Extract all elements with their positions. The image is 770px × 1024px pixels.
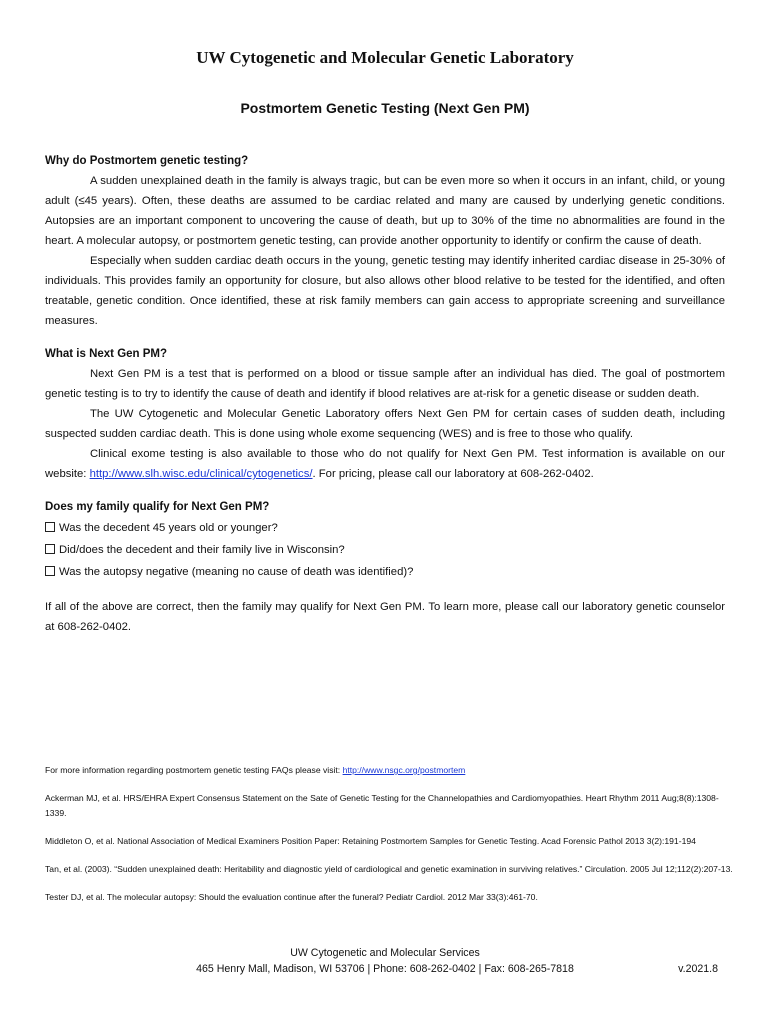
what-heading: What is Next Gen PM? xyxy=(45,348,168,360)
qualify-item-2: Did/does the decedent and their family live in Wisconsin? xyxy=(45,539,725,561)
why-paragraph-1: A sudden unexplained death in the family is always tragic, but can be even more so when it occurs in an infant, child, or young adult (≤45 years). Often, these deaths are assumed to be cardiac related and many are caused by underlying genetic conditions. Autopsies are an important component to uncovering the cause of death, but up to 30% of the time no abnormalities are found in the heart. A molecular autopsy, or postmortem genetic testing, can provide another opportunity to identify or confirm the cause of death. xyxy=(45,175,725,247)
reference-item: Tester DJ, et al. The molecular autopsy: Should the evaluation continue after the funeral? Pediatr Cardiol. 2012 Mar 33(3):461-70. xyxy=(45,892,538,902)
footer-address: 465 Henry Mall, Madison, WI 53706 | Phone: 608-262-0402 | Fax: 608-265-7818 xyxy=(196,963,574,975)
what-paragraph-2: The UW Cytogenetic and Molecular Genetic Laboratory offers Next Gen PM for certain cases of sudden death, including suspected sudden cardiac death. This is done using whole exome sequencing (WES) and is free to those who qualify. xyxy=(45,408,725,440)
checkbox[interactable] xyxy=(45,566,55,576)
qualify-item-3: Was the autopsy negative (meaning no cause of death was identified)? xyxy=(45,561,725,583)
version-label: v.2021.8 xyxy=(678,963,718,975)
nsgc-postmortem-link[interactable]: http://www.nsgc.org/postmortem xyxy=(342,765,466,775)
reference-item: Ackerman MJ, et al. HRS/EHRA Expert Consensus Statement on the Sate of Genetic Testing for the Channelopathies and Cardiomyopathies. Heart Rhythm 2011 Aug;8(8):1308-1339. xyxy=(45,793,719,818)
reference-item: Middleton O, et al. National Association of Medical Examiners Position Paper: Retaining Postmortem Samples for Genetic Testing. Acad Forensic Pathol 2013 3(2):191-194 xyxy=(45,836,696,846)
what-paragraph-1: Next Gen PM is a test that is performed on a blood or tissue sample after an individual has died. The goal of postmortem genetic testing is to try to identify the cause of death and identify if blood relatives are at-risk for a genetic disease or sudden death. xyxy=(45,368,725,400)
reference-item: Tan, et al. (2003). “Sudden unexplained death: Heritability and diagnostic yield of cardiological and genetic examination in surviving relatives.” Circulation. 2005 Jul 12;112(2):207-13. xyxy=(45,864,733,874)
what-paragraph-3: Clinical exome testing is also available to those who do not qualify for Next Gen PM. Test information is available on our website: http://www.slh.wisc.edu/clinical/cytogenetics/. For pricing, please call our laboratory at 608-262-0402. xyxy=(45,448,725,480)
faq-reference: For more information regarding postmortem genetic testing FAQs please visit: http://www.nsgc.org/postmortem xyxy=(45,765,466,775)
page-title: UW Cytogenetic and Molecular Genetic Laboratory xyxy=(196,48,574,67)
footer-org: UW Cytogenetic and Molecular Services xyxy=(290,947,480,959)
checkbox[interactable] xyxy=(45,544,55,554)
why-heading: Why do Postmortem genetic testing? xyxy=(45,155,249,167)
qualify-heading: Does my family qualify for Next Gen PM? xyxy=(45,501,270,513)
main-content xyxy=(45,151,725,637)
why-paragraph-2: Especially when sudden cardiac death occurs in the young, genetic testing may identify inherited cardiac disease in 25-30% of individuals. This provides family an opportunity for closure, but also allows other blood relative to be tested for the identified, and often treatable, genetic condition. Once identified, these at risk family members can gain access to appropriate screening and surveillance measures. xyxy=(45,255,725,327)
qualify-closing: If all of the above are correct, then the family may qualify for Next Gen PM. To learn more, please call our laboratory genetic counselor at 608-262-0402. xyxy=(45,601,725,633)
references xyxy=(45,763,735,918)
checkbox[interactable] xyxy=(45,522,55,532)
cytogenetics-website-link[interactable]: http://www.slh.wisc.edu/clinical/cytogenetics/ xyxy=(89,468,313,480)
page-subtitle: Postmortem Genetic Testing (Next Gen PM) xyxy=(240,100,530,116)
qualify-item-1: Was the decedent 45 years old or younger? xyxy=(45,517,725,539)
footer xyxy=(0,945,770,977)
